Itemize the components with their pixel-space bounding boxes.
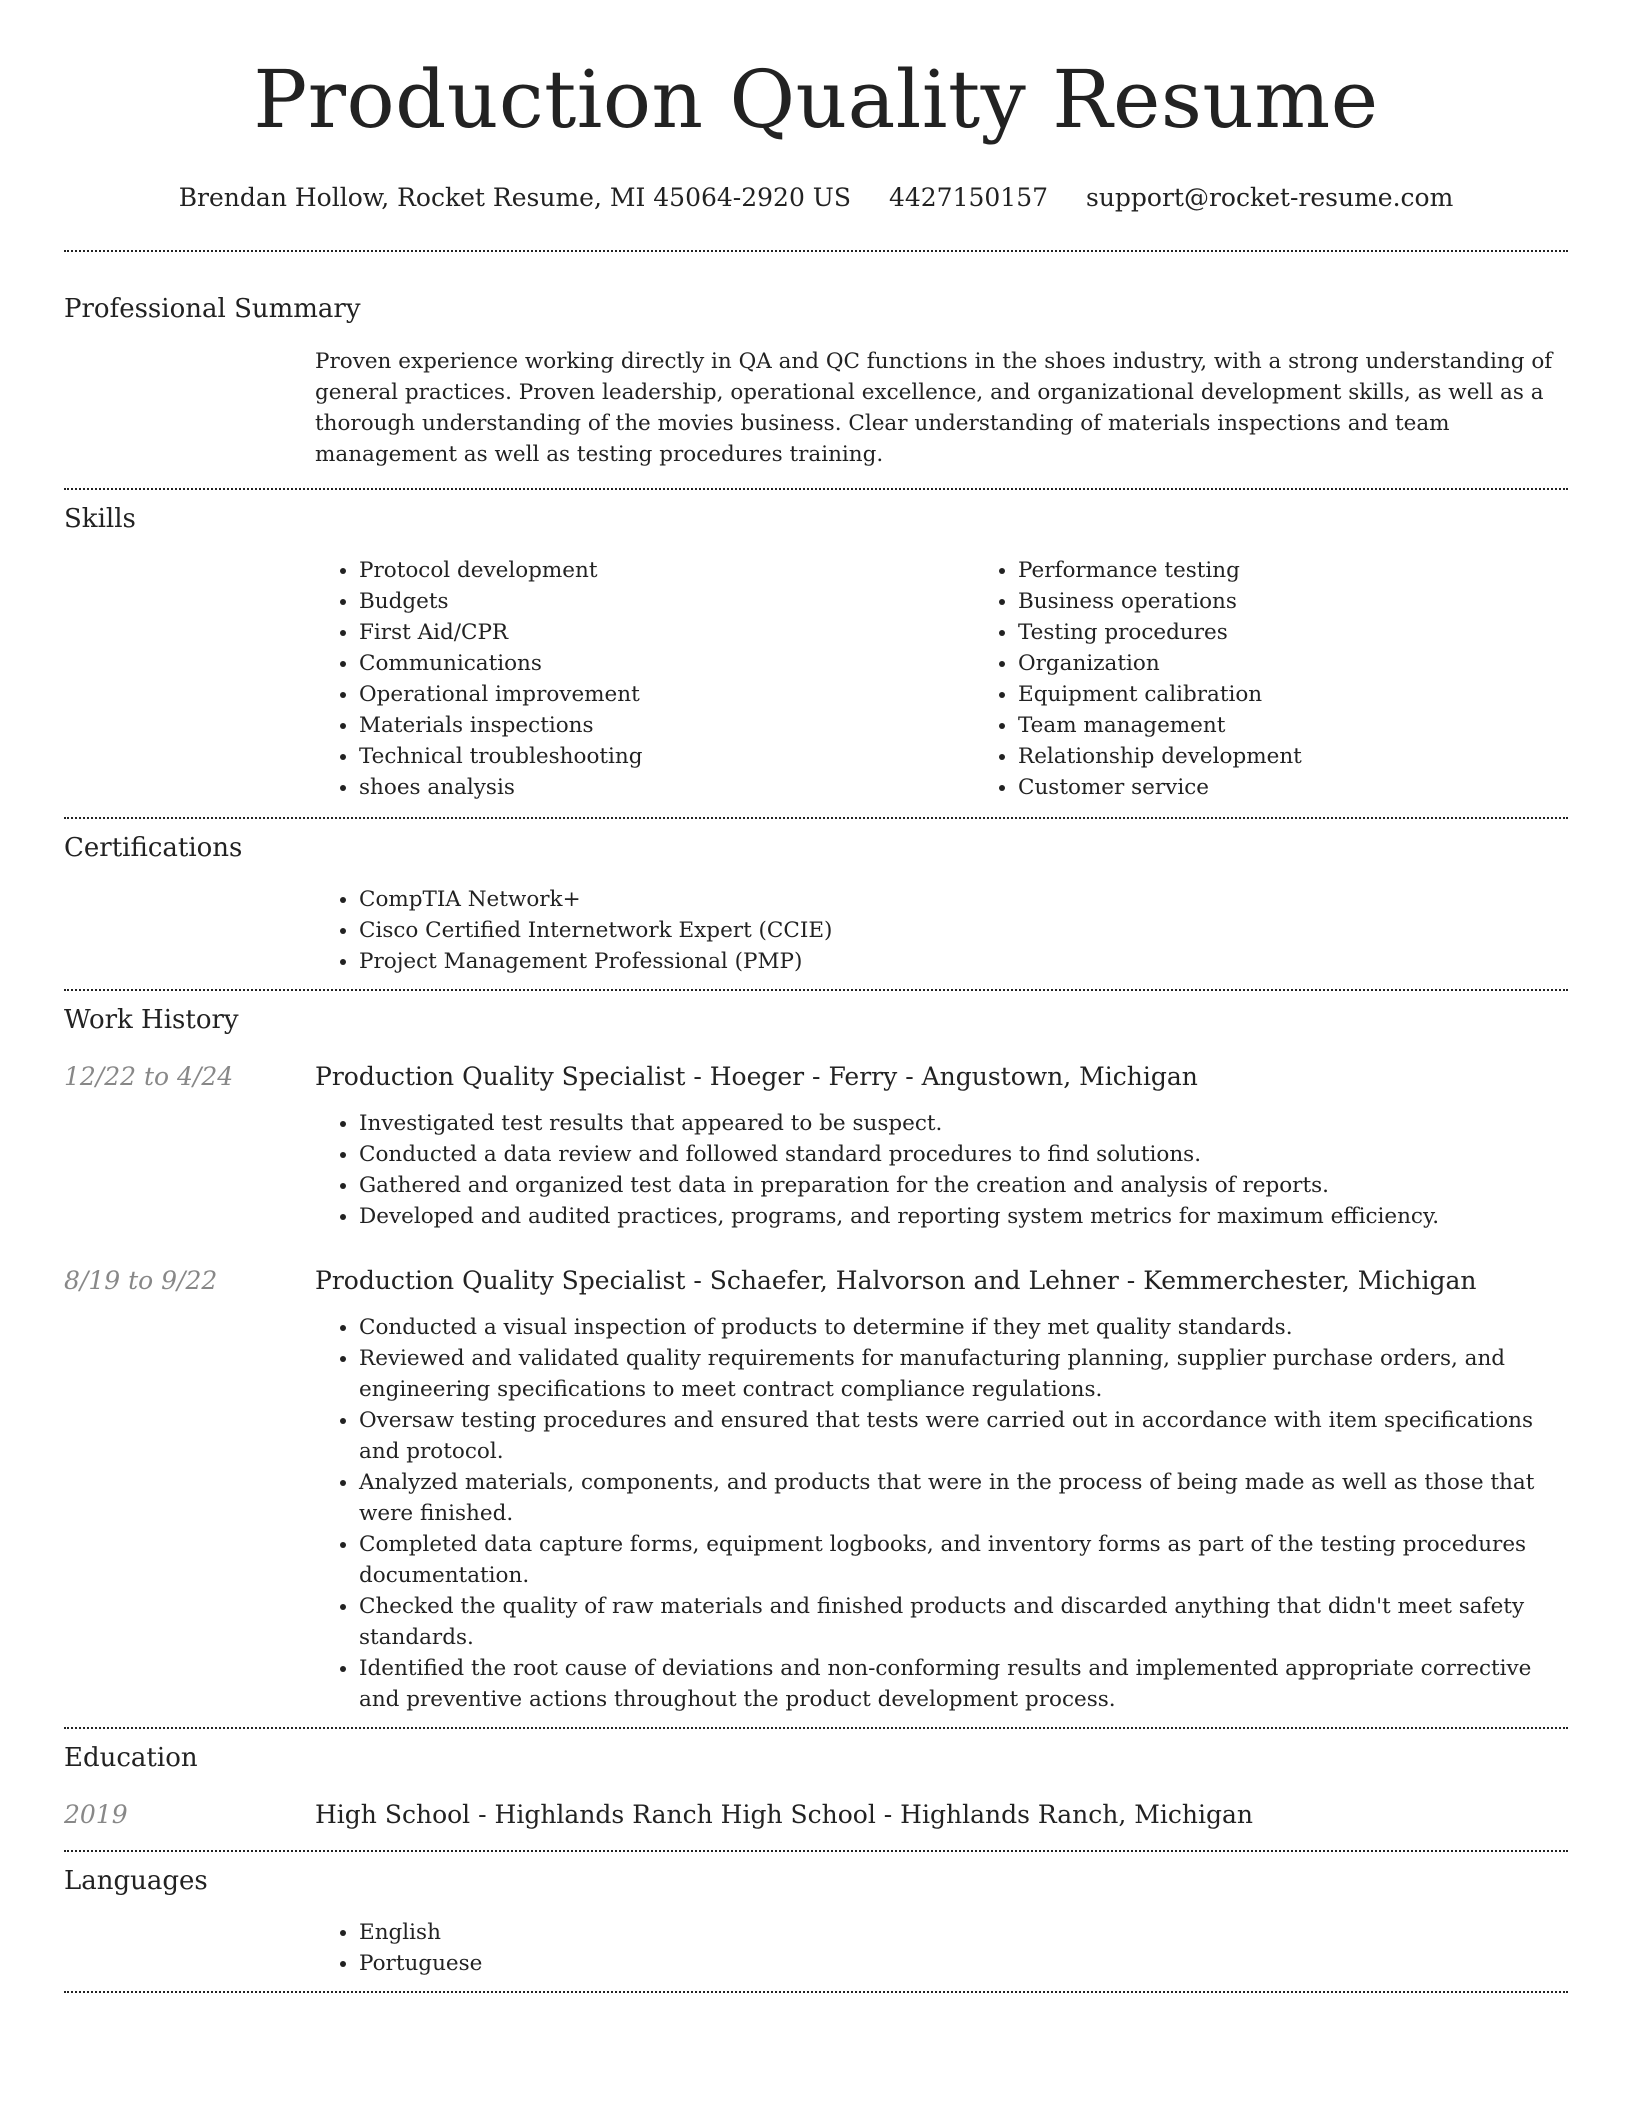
contact-address: Brendan Hollow, Rocket Resume, MI 45064-2920 US [178,183,852,212]
job-entry [64,1060,1568,1232]
job-bullet: • Analyzed materials, components, and products that were in the process of being made as well as those that were finished. [359,1467,1568,1529]
education-section [64,1729,1568,1832]
job-dates: 8/19 to 9/22 [64,1266,218,1295]
skill-item: • Performance testing [1018,555,1632,586]
section-title-certifications: Certifications [64,833,243,863]
certification-item: • Cisco Certified Internetwork Expert (CCIE) [359,915,1568,946]
skill-item: • First Aid/CPR [359,617,974,648]
contact-email: support@rocket-resume.com [1085,183,1454,212]
job-bullet: • Reviewed and validated quality requirements for manufacturing planning, supplier purchase orders, and engineering specifications to meet contract compliance regulations. [359,1343,1568,1405]
section-title-languages: Languages [64,1866,208,1896]
skill-item: • Organization [1018,648,1632,679]
summary-text: Proven experience working directly in QA and QC functions in the shoes industry, with a strong understanding of general practices. Proven leadership, operational excellence, and organizational development skills, as well as a thorough understanding of the movies business. Clear understanding of materials inspections and team management as well as testing procedures training. [315,349,1553,467]
skill-item: • shoes analysis [359,772,974,803]
job-bullet: • Completed data capture forms, equipment logbooks, and inventory forms as part of the testing procedures documentation. [359,1529,1568,1591]
job-heading [315,1060,1568,1094]
skill-item: • Customer service [1018,772,1632,803]
skills-grid [315,555,1632,803]
skill-item: • Equipment calibration [1018,679,1632,710]
job-title: Production Quality Specialist [315,1266,686,1295]
work-history-section [64,991,1568,1715]
skill-item: • Operational improvement [359,679,974,710]
job-bullet: • Oversaw testing procedures and ensured that tests were carried out in accordance with item specifications and protocol. [359,1405,1568,1467]
education-heading [315,1798,1568,1832]
job-title: Production Quality Specialist [315,1062,686,1091]
job-bullet: • Investigated test results that appeared to be suspect. [359,1108,1568,1139]
skill-item: • Communications [359,648,974,679]
job-bullet: • Checked the quality of raw materials and finished products and discarded anything that didn't meet safety standards. [359,1591,1568,1653]
education-year: 2019 [64,1800,128,1829]
job-bullet: • Identified the root cause of deviations and non-conforming results and implemented appropriate corrective and preventive actions throughout the product development process. [359,1653,1568,1715]
skill-item: • Business operations [1018,586,1632,617]
job-bullet: • Conducted a data review and followed standard procedures to find solutions. [359,1139,1568,1170]
section-title-work-history: Work History [64,1005,239,1035]
job-dates: 12/22 to 4/24 [64,1062,234,1091]
language-item: • Portuguese [359,1948,1568,1979]
skill-item: • Team management [1018,710,1632,741]
job-bullet: • Conducted a visual inspection of products to determine if they met quality standards. [359,1312,1568,1343]
job-bullet: • Developed and audited practices, programs, and reporting system metrics for maximum efficiency. [359,1201,1568,1232]
skills-list-left [315,555,974,803]
job-employer: - Hoeger - Ferry - Angustown, Michigan [685,1062,1198,1091]
job-heading [315,1264,1568,1298]
certification-item: • Project Management Professional (PMP) [359,946,1568,977]
skill-item: • Technical troubleshooting [359,741,974,772]
section-title-education: Education [64,1743,198,1773]
skill-item: • Testing procedures [1018,617,1632,648]
job-bullet: • Gathered and organized test data in preparation for the creation and analysis of reports. [359,1170,1568,1201]
skill-item: • Budgets [359,586,974,617]
certifications-list [315,884,1568,977]
certification-item: • CompTIA Network+ [359,884,1568,915]
section-title-skills: Skills [64,504,136,534]
languages-section [64,1852,1568,1979]
skill-item: • Relationship development [1018,741,1632,772]
divider [64,1991,1568,1993]
skills-list-right [974,555,1632,803]
skills-section [64,490,1568,803]
education-school: - Highlands Ranch High School - Highlands Ranch, Michigan [470,1800,1253,1829]
languages-list [315,1917,1568,1979]
language-item: • English [359,1917,1568,1948]
section-title-summary: Professional Summary [64,294,361,324]
skill-item: • Materials inspections [359,710,974,741]
job-bullets [315,1312,1568,1715]
education-degree: High School [315,1800,471,1829]
page-title: Production Quality Resume [253,53,1379,146]
job-bullets [315,1108,1568,1232]
skill-item: • Protocol development [359,555,974,586]
contact-phone: 4427150157 [888,183,1049,212]
contact-line [64,180,1568,216]
job-employer: - Schaefer, Halvorson and Lehner - Kemmerchester, Michigan [685,1266,1477,1295]
certifications-section [64,819,1568,977]
summary-section [64,252,1568,470]
job-entry [64,1264,1568,1715]
